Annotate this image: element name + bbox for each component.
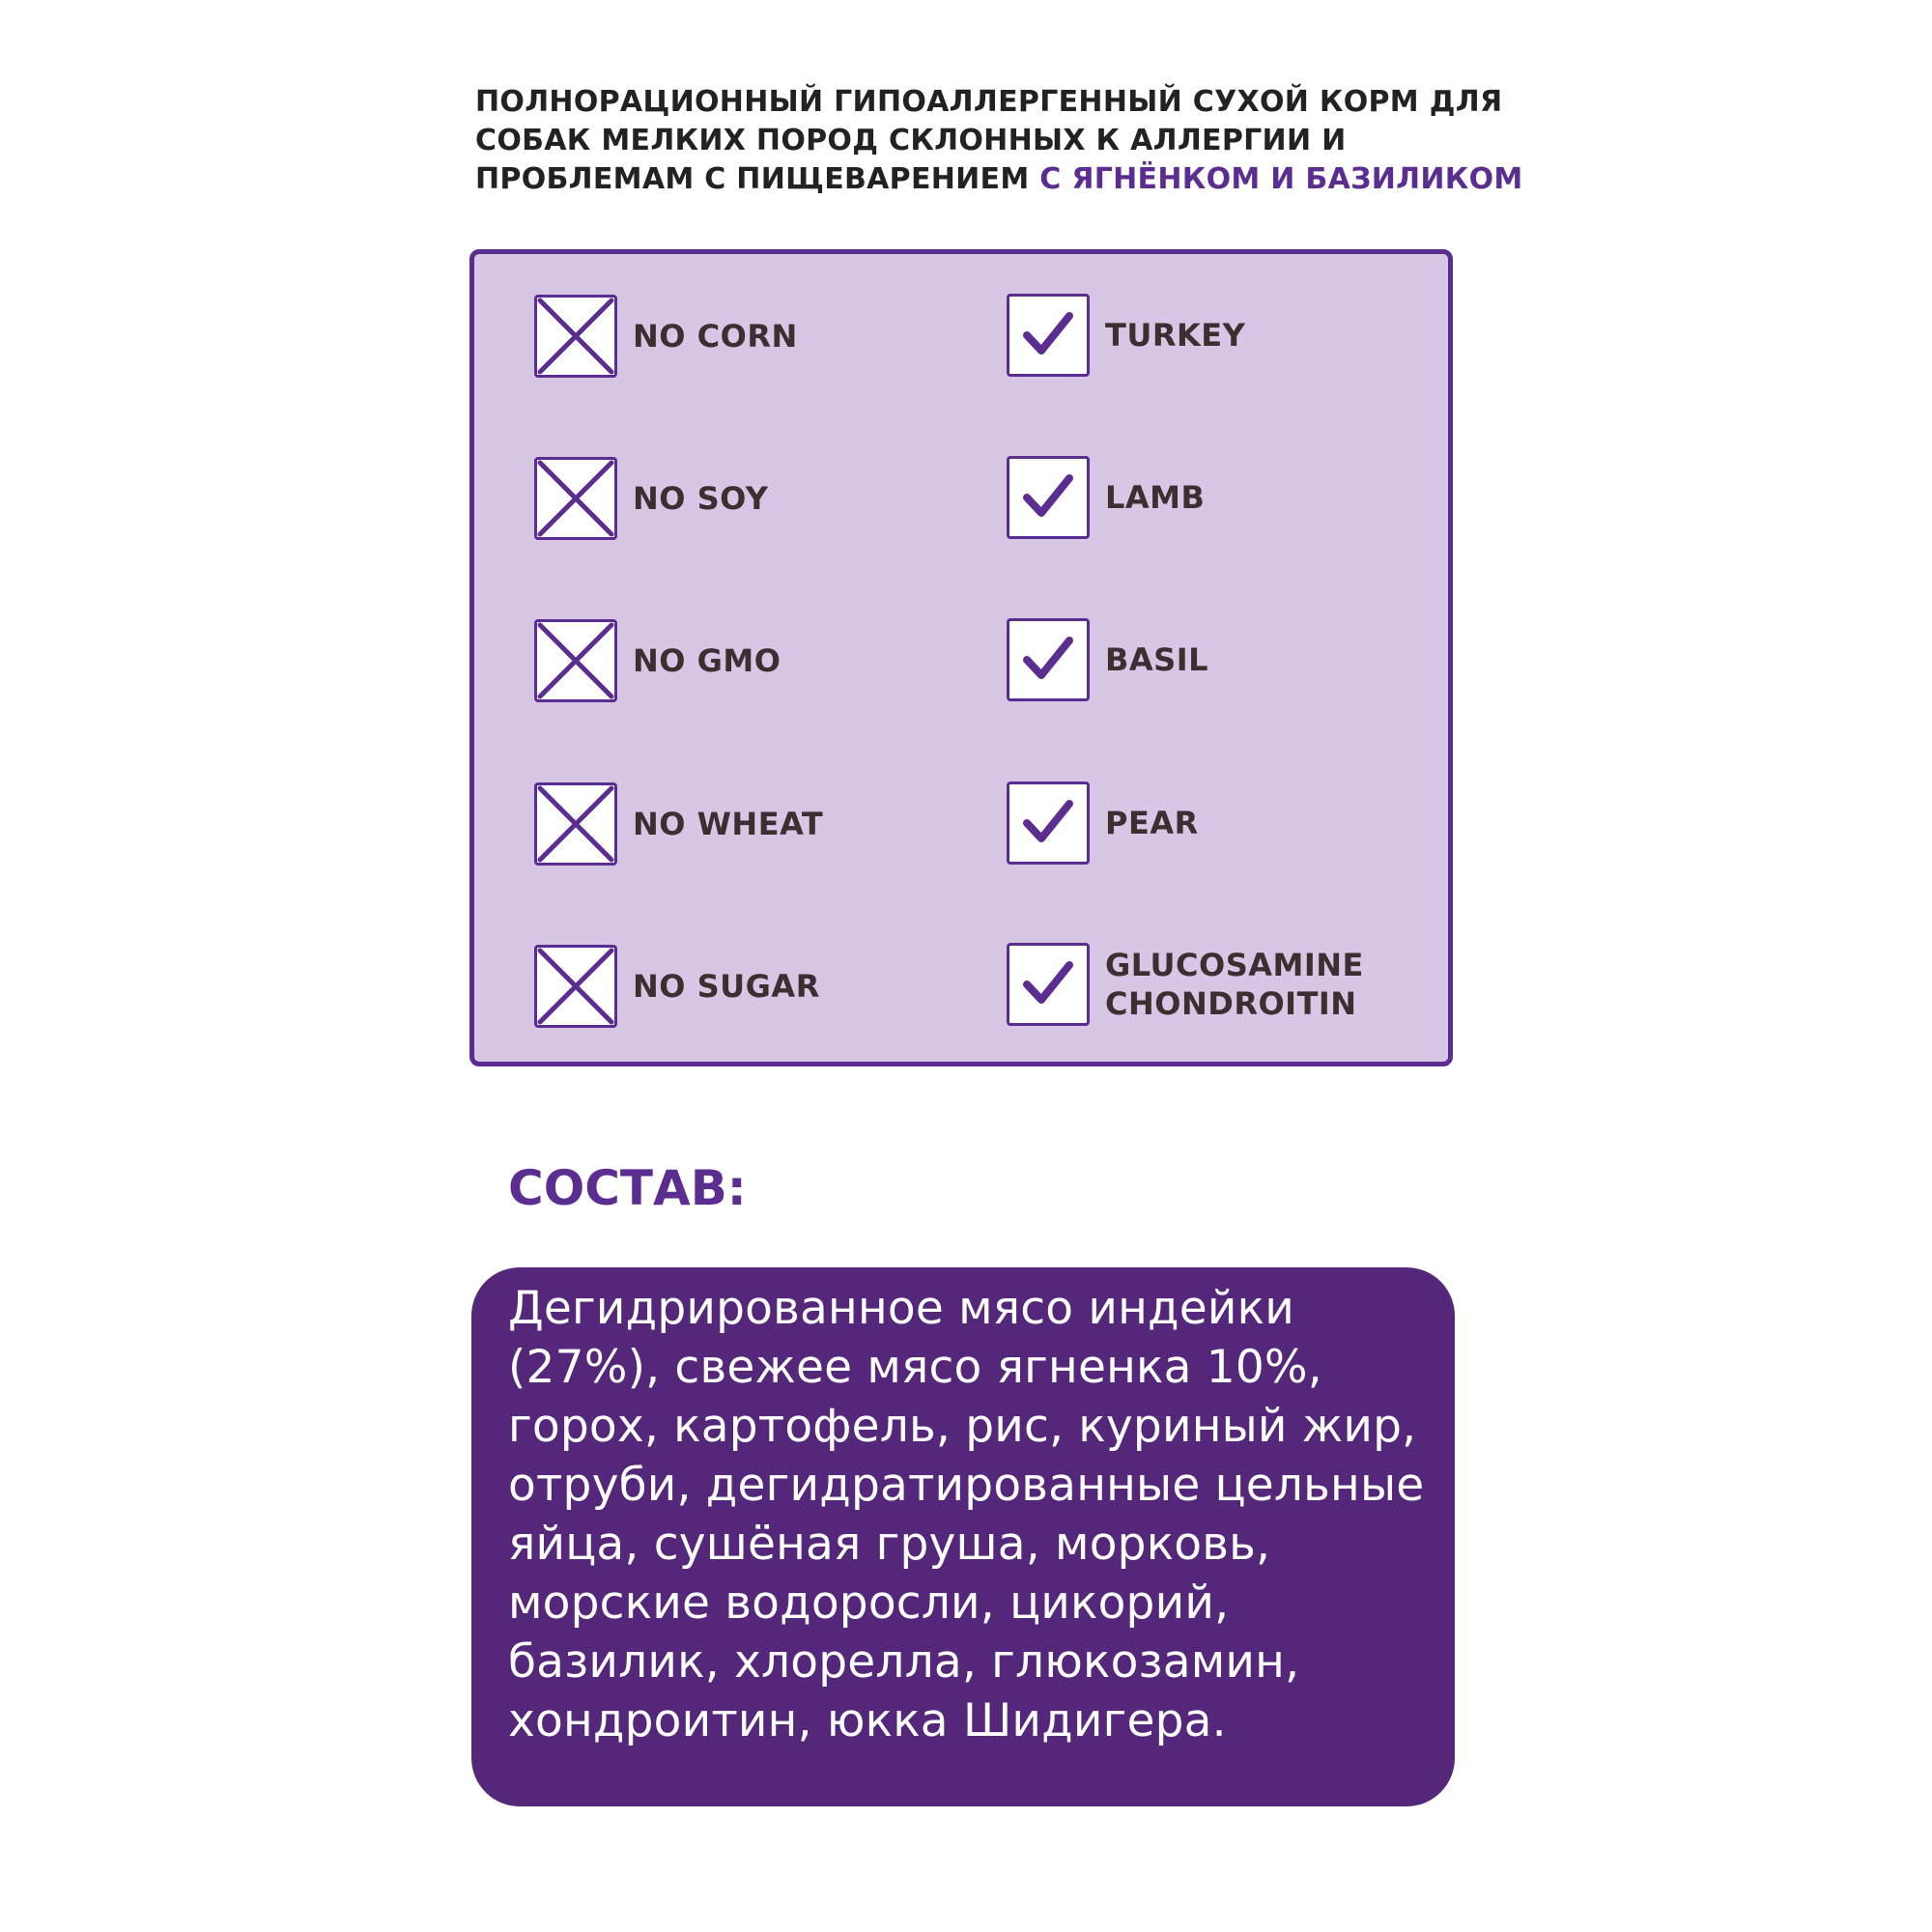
composition-text: Дегидрированное мясо индейки (27%), свежее мясо ягненка 10%, горох, картофель, рис, куриный жир, отруби, дегидратированные цельные яйца, сушёная груша, морковь, морские водоросли, цикорий, базилик, хлорелла, глюкозамин, хондроитин, юкка Шидигера.: [508, 1282, 1425, 1747]
headline: [475, 83, 1567, 199]
check-box-icon: [1007, 781, 1090, 865]
composition-title: СОСТАВ:: [508, 1160, 747, 1216]
feature-no-sugar: [534, 945, 820, 1028]
check-box-icon: [1007, 456, 1090, 539]
feature-label: GLUCOSAMINE CHONDROITIN: [1105, 947, 1364, 1022]
cross-box-icon: [534, 945, 617, 1028]
feature-label: PEAR: [1105, 805, 1199, 841]
feature-no-corn: [534, 295, 798, 378]
cross-box-icon: [534, 782, 617, 866]
composition-box: [471, 1267, 1455, 1806]
check-box-icon: [1007, 294, 1090, 377]
feature-no-gmo: [534, 619, 781, 702]
feature-label: LAMB: [1105, 479, 1206, 516]
cross-box-icon: [534, 457, 617, 540]
check-box-icon: [1007, 943, 1090, 1026]
feature-label: NO GMO: [633, 642, 781, 679]
feature-pear: [1007, 781, 1199, 865]
feature-glucosamine-chondroitin: [1007, 943, 1364, 1026]
feature-label: NO CORN: [633, 318, 798, 355]
feature-label: TURKEY: [1105, 317, 1246, 354]
cross-box-icon: [534, 619, 617, 702]
cross-box-icon: [534, 295, 617, 378]
check-box-icon: [1007, 618, 1090, 701]
feature-label: NO SUGAR: [633, 968, 820, 1005]
feature-no-wheat: [534, 782, 823, 866]
feature-label: BASIL: [1105, 641, 1208, 678]
headline-main: ПОЛНОРАЦИОННЫЙ ГИПОАЛЛЕРГЕННЫЙ СУХОЙ КОРМ ДЛЯ СОБАК МЕЛКИХ ПОРОД СКЛОННЫХ К АЛЛЕРГИИ И ПРОБЛЕМАМ С ПИЩЕВАРЕНИЕМ: [475, 85, 1503, 196]
headline-accent: С ЯГНЁНКОМ И БАЗИЛИКОМ: [1039, 162, 1523, 196]
features-panel: [469, 249, 1453, 1066]
feature-no-soy: [534, 457, 768, 540]
feature-lamb: [1007, 456, 1205, 539]
feature-label: NO SOY: [633, 480, 769, 517]
feature-turkey: [1007, 294, 1245, 377]
feature-label: NO WHEAT: [633, 806, 824, 842]
feature-basil: [1007, 618, 1208, 701]
